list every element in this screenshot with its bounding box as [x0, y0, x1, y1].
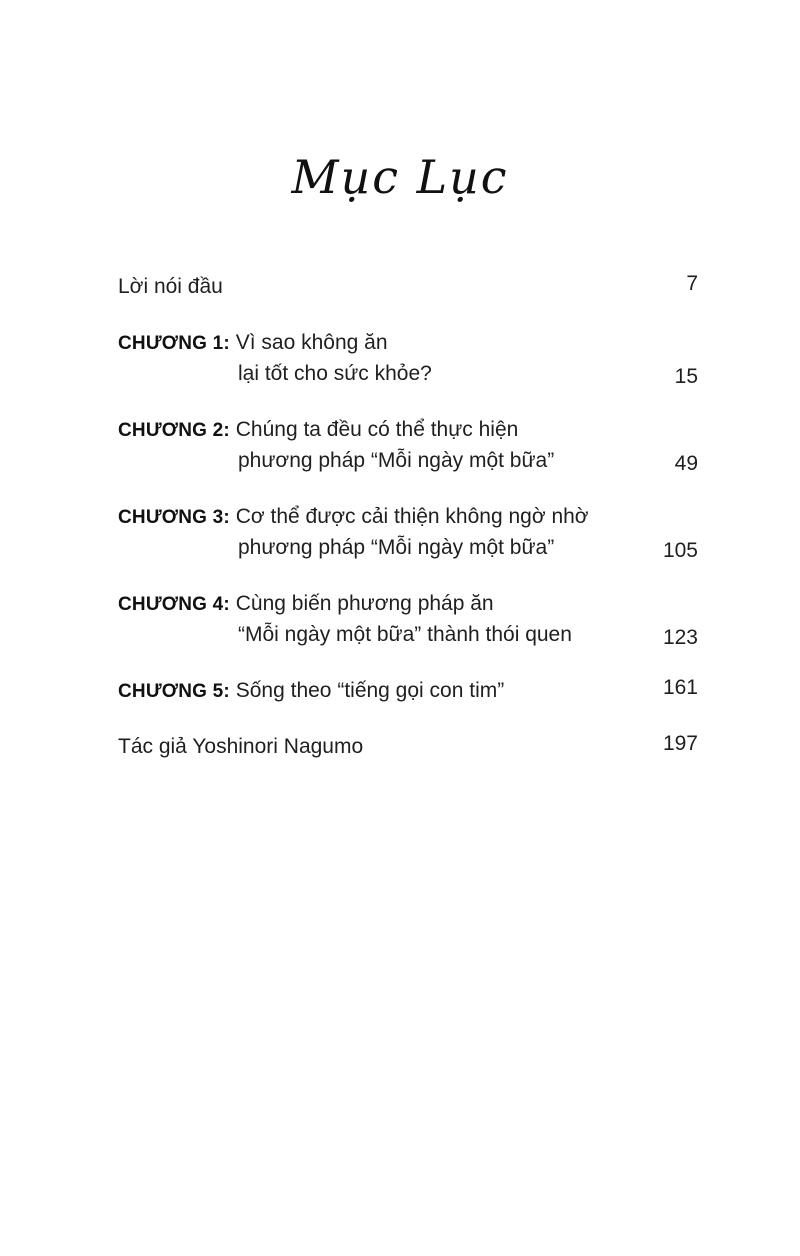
toc-entry-chapter-label: CHƯƠNG 5: [118, 680, 230, 702]
toc-entry-chapter-3[interactable] [118, 502, 698, 563]
table-of-contents [118, 272, 698, 789]
toc-entry-line2: lại tốt cho sức khỏe? [238, 361, 432, 385]
toc-entry-chapter-label: CHƯƠNG 3: [118, 507, 230, 529]
toc-entry-page-number: 15 [674, 365, 698, 389]
toc-entry-page-number: 7 [686, 272, 698, 295]
toc-entry-chapter-label: CHƯƠNG 2: [118, 420, 230, 442]
toc-entry-chapter-2[interactable] [118, 415, 698, 476]
toc-entry-text [118, 589, 654, 650]
toc-entry-line1: Vì sao không ăn [235, 331, 388, 355]
toc-entry-page-number: 197 [662, 732, 698, 756]
toc-entry-line1: Tác giả Yoshinori Nagumo [118, 735, 364, 759]
toc-entry-line1: Sống theo “tiếng gọi con tim” [235, 678, 505, 702]
toc-entry-line2: “Mỗi ngày một bữa” thành thói quen [238, 622, 572, 646]
toc-entry-line2: phương pháp “Mỗi ngày một bữa” [238, 535, 555, 559]
toc-entry-chapter-1[interactable] [118, 328, 698, 389]
toc-entry-page-number: 105 [662, 539, 698, 563]
toc-entry-preface[interactable] [118, 272, 698, 302]
toc-entry-chapter-5[interactable] [118, 676, 698, 706]
toc-entry-text [118, 732, 654, 762]
toc-entry-text [118, 328, 654, 389]
toc-entry-page-number: 161 [662, 675, 698, 699]
toc-entry-text [118, 502, 654, 563]
toc-entry-line1: Chúng ta đều có thể thực hiện [235, 418, 519, 442]
toc-entry-text [118, 676, 654, 706]
toc-entry-author[interactable] [118, 732, 698, 762]
toc-entry-page-number: 49 [674, 452, 698, 476]
page-title: Mục Lục [291, 150, 509, 204]
toc-entry-chapter-label: CHƯƠNG 1: [118, 333, 230, 355]
toc-entry-line1: Cùng biến phương pháp ăn [235, 592, 494, 616]
toc-entry-text [118, 272, 654, 302]
toc-entry-text [118, 415, 654, 476]
toc-entry-chapter-label: CHƯƠNG 4: [118, 594, 230, 616]
toc-entry-line1: Lời nói đầu [118, 275, 223, 298]
toc-entry-page-number: 123 [662, 625, 698, 649]
toc-entry-line1: Cơ thể được cải thiện không ngờ nhờ [235, 505, 589, 529]
toc-entry-line2: phương pháp “Mỗi ngày một bữa” [238, 448, 555, 472]
toc-entry-chapter-4[interactable] [118, 589, 698, 650]
